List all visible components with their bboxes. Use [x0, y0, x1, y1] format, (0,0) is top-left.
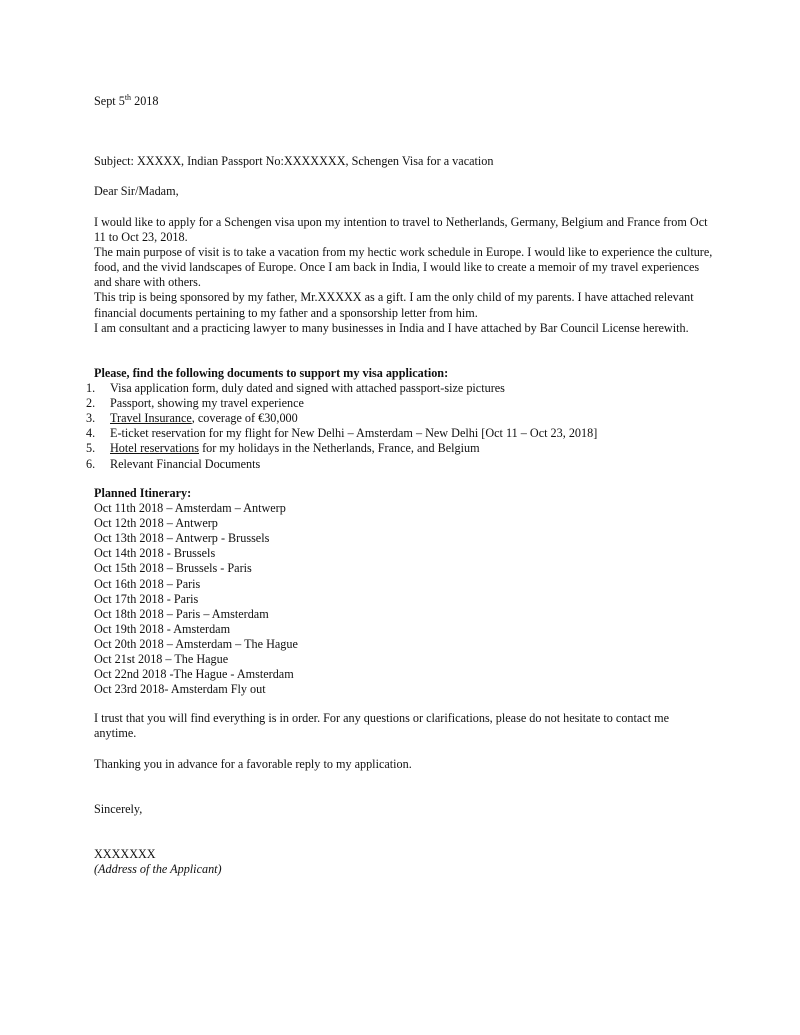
list-item: 5. Hotel reservations for my holidays in the Netherlands, France, and Belgium [86, 441, 480, 456]
salutation: Dear Sir/Madam, [94, 184, 179, 198]
itinerary-line: Oct 21st 2018 – The Hague [94, 652, 229, 667]
itinerary-line: Oct 22nd 2018 -The Hague - Amsterdam [94, 667, 294, 682]
signature-block [94, 847, 714, 877]
itinerary-line: Oct 19th 2018 - Amsterdam [94, 621, 231, 636]
travel-insurance-link[interactable]: Travel Insurance [110, 411, 192, 426]
hotel-reservations-link[interactable]: Hotel reservations [110, 441, 200, 456]
itinerary-line: Oct 13th 2018 – Antwerp - Brussels [94, 531, 270, 546]
itinerary-line: Oct 15th 2018 – Brussels - Paris [94, 561, 252, 576]
list-item: 1. Visa application form, duly dated and signed with attached passport-size pictures [86, 381, 505, 396]
body-paragraph-purpose: The main purpose of visit is to take a vacation from my hectic work schedule in Europe. I would like to experience the culture, food, and the vivid landscapes of Europe. Once I am back in India, I would like to create a memoir of my travel experiences and share with others. [94, 245, 713, 290]
itinerary-line: Oct 23rd 2018- Amsterdam Fly out [94, 682, 266, 697]
subject-line: Subject: XXXXX, Indian Passport No:XXXXXXX, Schengen Visa for a vacation [94, 154, 494, 168]
body-paragraph-profession: I am consultant and a practicing lawyer to many businesses in India and I have attached by Bar Council License herewith. [94, 320, 689, 335]
list-item: 2. Passport, showing my travel experience [86, 396, 304, 411]
itinerary-section [94, 486, 714, 697]
closing-trust: I trust that you will find everything is in order. For any questions or clarifications, please do not hesitate to contact me anytime. [94, 711, 670, 741]
applicant-name: XXXXXXX [94, 847, 156, 861]
itinerary-line: Oct 17th 2018 - Paris [94, 591, 199, 606]
documents-heading: Please, find the following documents to support my visa application: [94, 366, 449, 380]
list-item: 6. Relevant Financial Documents [86, 456, 261, 471]
documents-list [86, 381, 714, 472]
applicant-address: (Address of the Applicant) [94, 862, 222, 877]
body-paragraph-destinations: I would like to apply for a Schengen visa upon my intention to travel to Netherlands, Germany, Belgium and France from Oct 11 to Oct 23, 2018. [94, 215, 708, 245]
closing-thanks: Thanking you in advance for a favorable reply to my application. [94, 757, 412, 771]
itinerary-line: Oct 16th 2018 – Paris [94, 576, 201, 591]
letter-body [94, 215, 714, 336]
closing-sincerely: Sincerely, [94, 802, 143, 816]
itinerary-line: Oct 11th 2018 – Amsterdam – Antwerp [94, 501, 286, 516]
list-item: 3. Travel Insurance, coverage of €30,000 [86, 411, 298, 426]
itinerary-line: Oct 12th 2018 – Antwerp [94, 516, 218, 531]
letter-date: Sept 5th 2018 [94, 92, 159, 108]
documents-section [86, 366, 714, 472]
body-paragraph-sponsorship: This trip is being sponsored by my father, Mr.XXXXX as a gift. I am the only child of my parents. I have attached relevant financial documents pertaining to my father and a sponsorship letter from him. [94, 290, 694, 320]
itinerary-line: Oct 20th 2018 – Amsterdam – The Hague [94, 636, 298, 651]
itinerary-heading: Planned Itinerary: [94, 486, 192, 500]
itinerary-line: Oct 14th 2018 - Brussels [94, 546, 216, 561]
itinerary-line: Oct 18th 2018 – Paris – Amsterdam [94, 606, 269, 621]
list-item: 4. E-ticket reservation for my flight for New Delhi – Amsterdam – New Delhi [Oct 11 – Oct 23, 2018] [86, 426, 598, 441]
